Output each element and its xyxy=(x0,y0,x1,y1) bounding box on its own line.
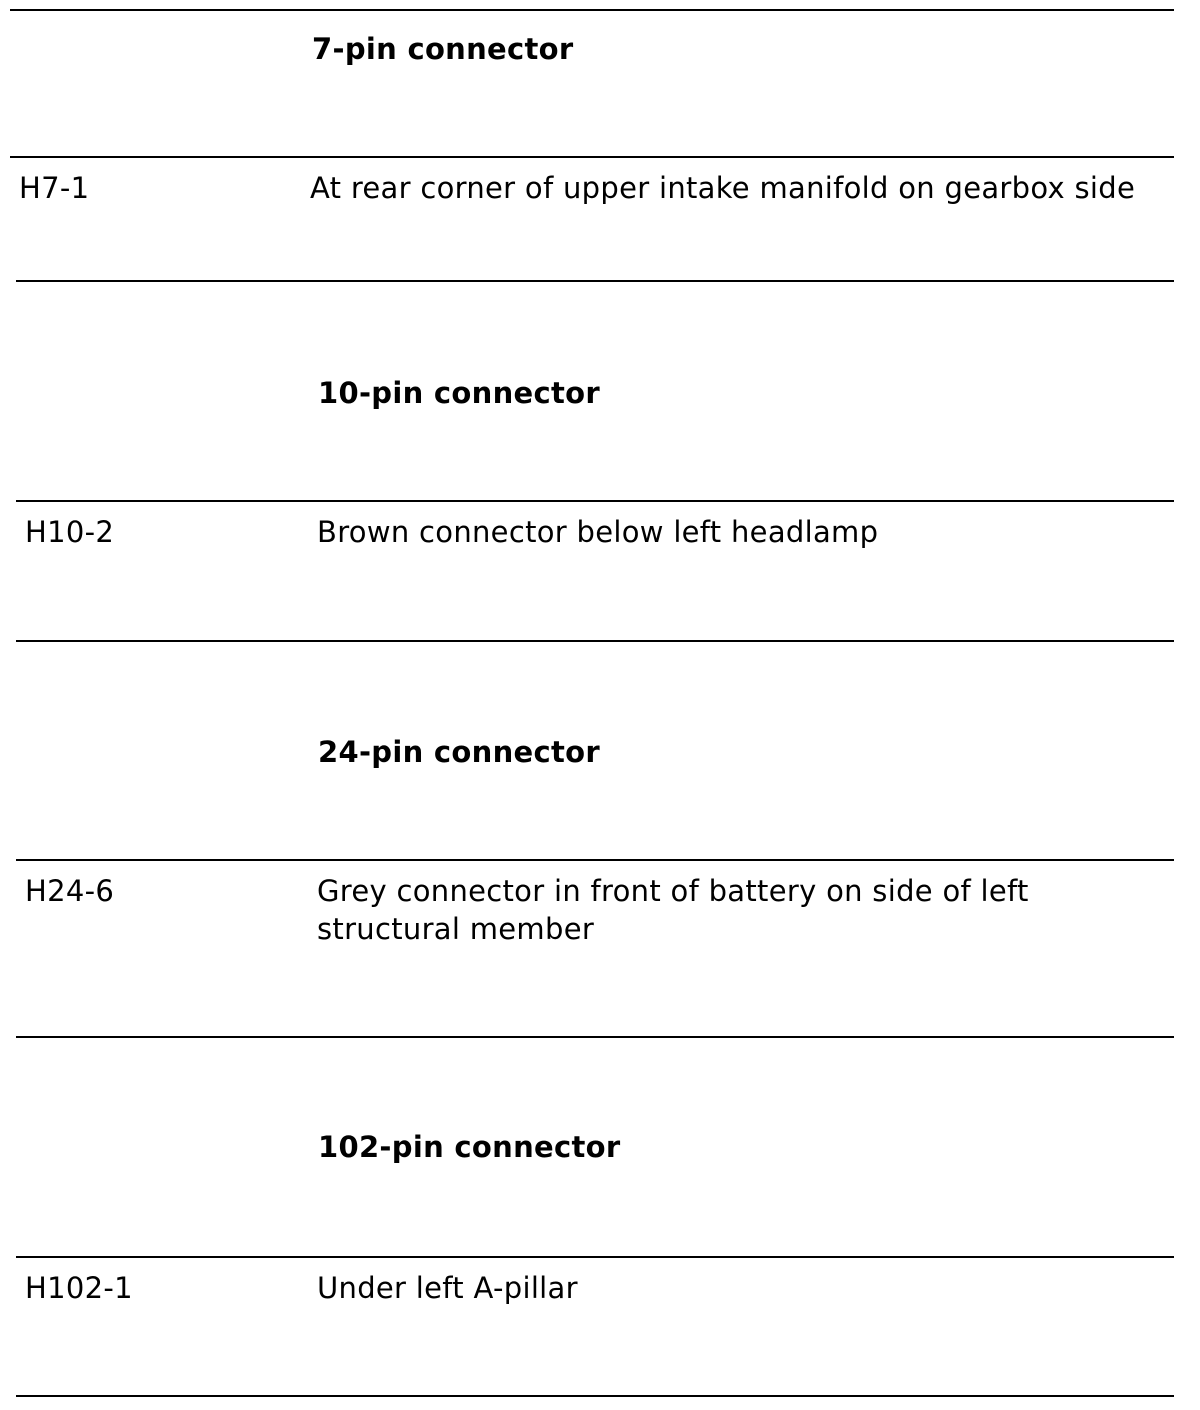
connector-location-line1: Grey connector in front of battery on side of left xyxy=(317,874,1029,908)
table-rule xyxy=(16,640,1174,642)
table-rule xyxy=(16,280,1174,282)
section-heading: 10-pin connector xyxy=(318,376,600,410)
section-heading: 7-pin connector xyxy=(312,32,574,66)
connector-location: Under left A-pillar xyxy=(317,1271,578,1305)
connector-code: H10-2 xyxy=(25,515,115,549)
connector-code: H24-6 xyxy=(25,874,115,908)
table-rule xyxy=(16,1036,1174,1038)
table-rule xyxy=(16,1395,1174,1397)
connector-code: H102-1 xyxy=(25,1271,133,1305)
connector-code: H7-1 xyxy=(19,171,90,205)
connector-location-line2: structural member xyxy=(317,912,595,946)
section-heading: 102-pin connector xyxy=(318,1130,621,1164)
connector-location: Brown connector below left headlamp xyxy=(317,515,879,549)
table-rule xyxy=(16,500,1174,502)
table-rule xyxy=(16,859,1174,861)
section-heading: 24-pin connector xyxy=(318,735,600,769)
table-rule xyxy=(16,1256,1174,1258)
connector-location: At rear corner of upper intake manifold on gearbox side xyxy=(310,171,1136,205)
table-rule xyxy=(10,156,1174,158)
table-rule xyxy=(10,9,1174,11)
